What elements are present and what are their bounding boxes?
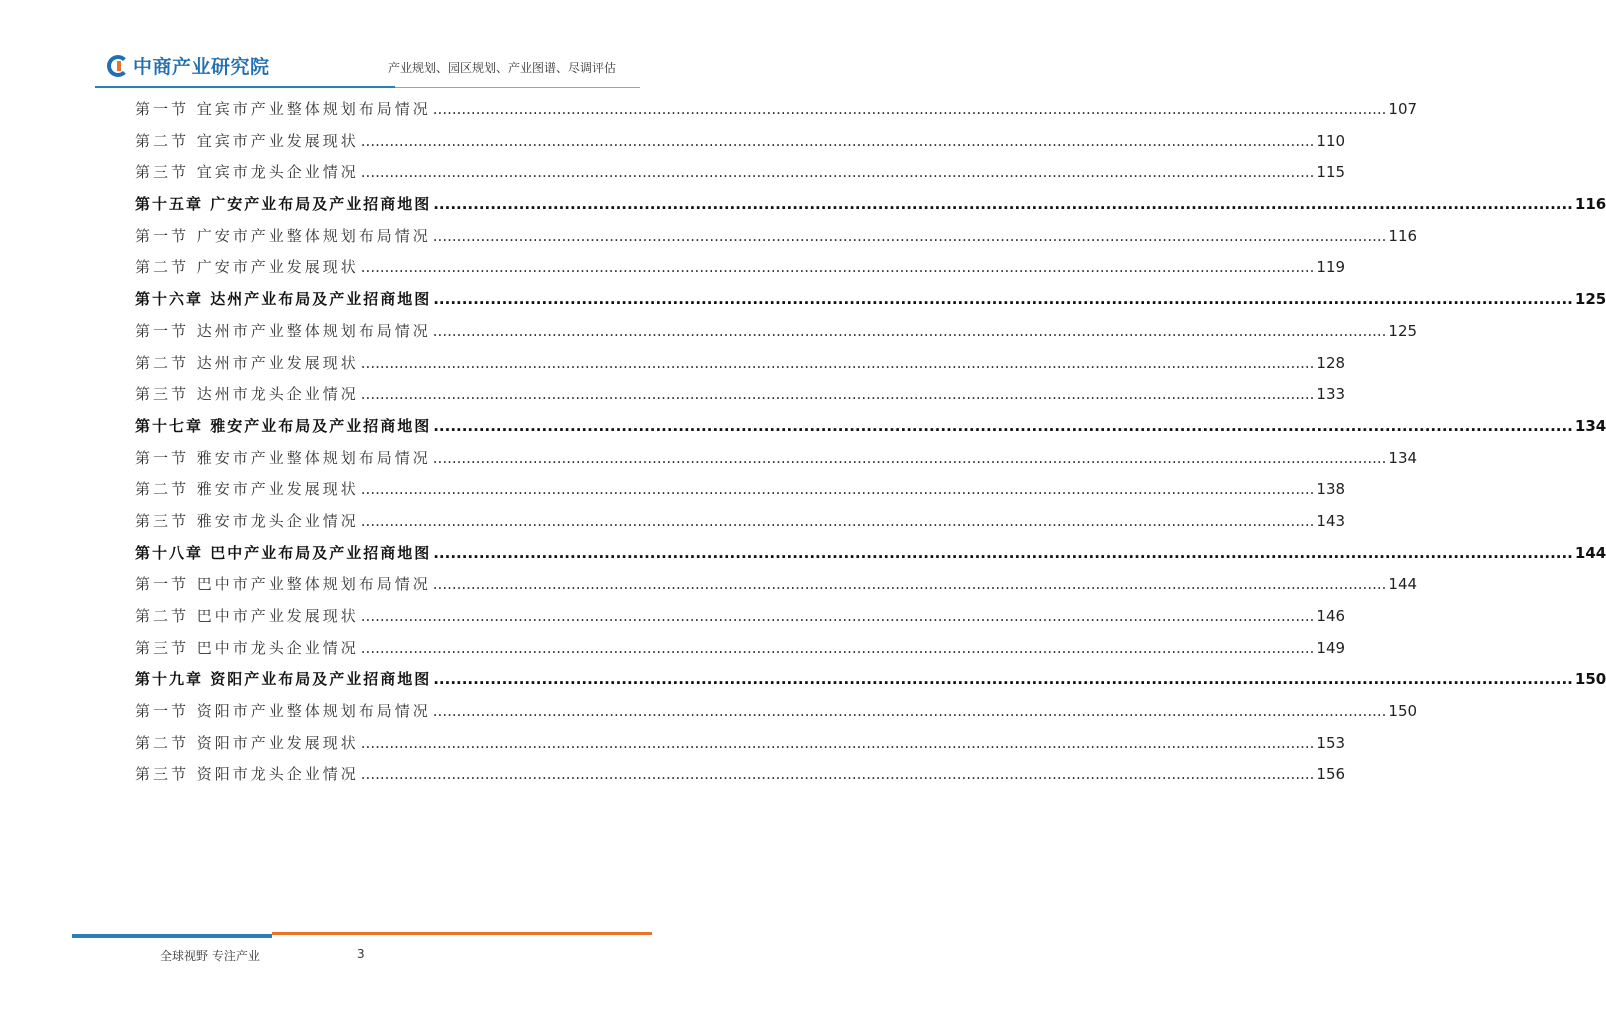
toc-entry-label: 第十七章 雅安产业布局及产业招商地图 <box>135 416 432 435</box>
toc-page-number: 133 <box>1316 385 1346 404</box>
toc-leader-dots: ........................................................................................................................................................................................................ <box>360 131 1315 150</box>
toc-leader-dots: ........................................................................................................................................................................................................ <box>360 258 1315 277</box>
toc-page-number: 125 <box>1388 321 1418 340</box>
toc-leader-dots: ........................................................................................................................................................................................................ <box>432 448 1387 467</box>
toc-page-number: 107 <box>1388 100 1418 118</box>
toc-leader-dots: ........................................................................................................................................................................................................ <box>360 511 1315 530</box>
toc-leader-dots: ........................................................................................................................................................................................................ <box>433 543 1573 562</box>
header-divider-blue <box>95 86 395 88</box>
toc-entry-label: 第一节 巴中市产业整体规划布局情况 <box>135 575 431 594</box>
header-tagline: 产业规划、园区规划、产业图谱、尽调评估 <box>387 61 616 75</box>
toc-entry-label: 第十五章 广安产业布局及产业招商地图 <box>135 195 432 214</box>
toc-leader-dots: ........................................................................................................................................................................................................ <box>360 607 1315 625</box>
toc-entry-label: 第一节 雅安市产业整体规划布局情况 <box>135 448 431 467</box>
toc-leader-dots: ........................................................................................................................................................................................................ <box>432 575 1387 594</box>
toc-page-number: 153 <box>1316 733 1346 752</box>
toc-entry-label: 第十九章 资阳产业布局及产业招商地图 <box>135 670 432 689</box>
toc-section-entry[interactable] <box>135 759 1346 791</box>
toc-page-number: 146 <box>1316 607 1346 625</box>
toc-section-entry[interactable] <box>135 601 1346 633</box>
toc-entry-label: 第一节 广安市产业整体规划布局情况 <box>135 226 431 245</box>
toc-entry-label: 第三节 资阳市龙头企业情况 <box>135 765 359 784</box>
toc-chapter-entry[interactable] <box>135 189 1606 221</box>
toc-entry-label: 第一节 达州市产业整体规划布局情况 <box>135 321 431 340</box>
toc-section-entry[interactable] <box>135 379 1346 411</box>
toc-section-entry[interactable] <box>135 728 1346 760</box>
toc-page-number: 150 <box>1388 702 1418 721</box>
toc-page-number: 116 <box>1574 195 1606 214</box>
toc-leader-dots: ........................................................................................................................................................................................................ <box>433 670 1573 689</box>
toc-section-entry[interactable] <box>135 221 1418 253</box>
toc-section-entry[interactable] <box>135 348 1346 380</box>
brand-logo <box>107 52 270 79</box>
toc-leader-dots: ........................................................................................................................................................................................................ <box>360 480 1315 499</box>
toc-entry-label: 第二节 达州市产业发展现状 <box>135 353 359 372</box>
toc-leader-dots: ........................................................................................................................................................................................................ <box>432 226 1387 245</box>
toc-entry-label: 第二节 巴中市产业发展现状 <box>135 607 359 625</box>
toc-leader-dots: ........................................................................................................................................................................................................ <box>360 765 1315 784</box>
toc-section-entry[interactable] <box>135 474 1346 506</box>
toc-page-number: 125 <box>1574 290 1606 309</box>
toc-section-entry[interactable] <box>135 94 1418 126</box>
toc-leader-dots: ........................................................................................................................................................................................................ <box>432 100 1387 118</box>
toc-section-entry[interactable] <box>135 633 1346 665</box>
toc-section-entry[interactable] <box>135 696 1418 728</box>
toc-page-number: 144 <box>1574 543 1606 562</box>
toc-page-number: 156 <box>1316 765 1346 784</box>
toc-page-number: 138 <box>1316 480 1346 499</box>
toc-page-number: 149 <box>1316 638 1346 657</box>
toc-page-number: 115 <box>1316 163 1346 182</box>
toc-entry-label: 第二节 广安市产业发展现状 <box>135 258 359 277</box>
toc-entry-label: 第二节 雅安市产业发展现状 <box>135 480 359 499</box>
toc-page-number: 150 <box>1574 670 1606 689</box>
toc-entry-label: 第三节 宜宾市龙头企业情况 <box>135 163 359 182</box>
toc-page-number: 119 <box>1316 258 1346 277</box>
toc-chapter-entry[interactable] <box>135 664 1606 696</box>
toc-leader-dots: ........................................................................................................................................................................................................ <box>433 416 1573 435</box>
toc-leader-dots: ........................................................................................................................................................................................................ <box>360 638 1315 657</box>
toc-entry-label: 第一节 资阳市产业整体规划布局情况 <box>135 702 431 721</box>
page-header <box>0 0 724 100</box>
toc-entry-label: 第一节 宜宾市产业整体规划布局情况 <box>135 100 431 118</box>
toc-chapter-entry[interactable] <box>135 411 1606 443</box>
toc-page-number: 143 <box>1316 511 1346 530</box>
toc-entry-label: 第十六章 达州产业布局及产业招商地图 <box>135 290 432 309</box>
toc-leader-dots: ........................................................................................................................................................................................................ <box>360 385 1315 404</box>
toc-entry-label: 第二节 资阳市产业发展现状 <box>135 733 359 752</box>
toc-section-entry[interactable] <box>135 126 1346 158</box>
toc-section-entry[interactable] <box>135 316 1418 348</box>
footer-slogan: 全球视野 专注产业 <box>160 949 260 963</box>
toc-leader-dots: ........................................................................................................................................................................................................ <box>432 702 1387 721</box>
toc-leader-dots: ........................................................................................................................................................................................................ <box>433 290 1573 309</box>
header-divider-gray <box>395 87 640 88</box>
logo-text: 中商产业研究院 <box>133 56 270 78</box>
toc-section-entry[interactable] <box>135 443 1418 475</box>
page-number: 3 <box>357 947 365 961</box>
toc-leader-dots: ........................................................................................................................................................................................................ <box>360 353 1315 372</box>
toc-chapter-entry[interactable] <box>135 538 1606 570</box>
footer-divider-orange <box>272 932 652 935</box>
toc-entry-label: 第三节 雅安市龙头企业情况 <box>135 511 359 530</box>
toc-section-entry[interactable] <box>135 157 1346 189</box>
toc-chapter-entry[interactable] <box>135 284 1606 316</box>
toc-page-number: 144 <box>1388 575 1418 594</box>
toc-entry-label: 第三节 巴中市龙头企业情况 <box>135 638 359 657</box>
toc-page-number: 134 <box>1574 416 1606 435</box>
toc-entry-label: 第十八章 巴中产业布局及产业招商地图 <box>135 543 432 562</box>
table-of-contents <box>135 94 1606 791</box>
toc-page-number: 134 <box>1388 448 1418 467</box>
toc-leader-dots: ........................................................................................................................................................................................................ <box>432 321 1387 340</box>
logo-icon <box>107 55 129 77</box>
toc-entry-label: 第二节 宜宾市产业发展现状 <box>135 131 359 150</box>
toc-leader-dots: ........................................................................................................................................................................................................ <box>360 163 1315 182</box>
toc-entry-label: 第三节 达州市龙头企业情况 <box>135 385 359 404</box>
toc-page-number: 110 <box>1316 131 1346 150</box>
toc-section-entry[interactable] <box>135 252 1346 284</box>
toc-leader-dots: ........................................................................................................................................................................................................ <box>433 195 1573 214</box>
toc-section-entry[interactable] <box>135 506 1346 538</box>
toc-page-number: 116 <box>1388 226 1418 245</box>
toc-leader-dots: ........................................................................................................................................................................................................ <box>360 733 1315 752</box>
footer-divider-blue <box>72 934 272 938</box>
toc-page-number: 128 <box>1316 353 1346 372</box>
toc-section-entry[interactable] <box>135 569 1418 601</box>
